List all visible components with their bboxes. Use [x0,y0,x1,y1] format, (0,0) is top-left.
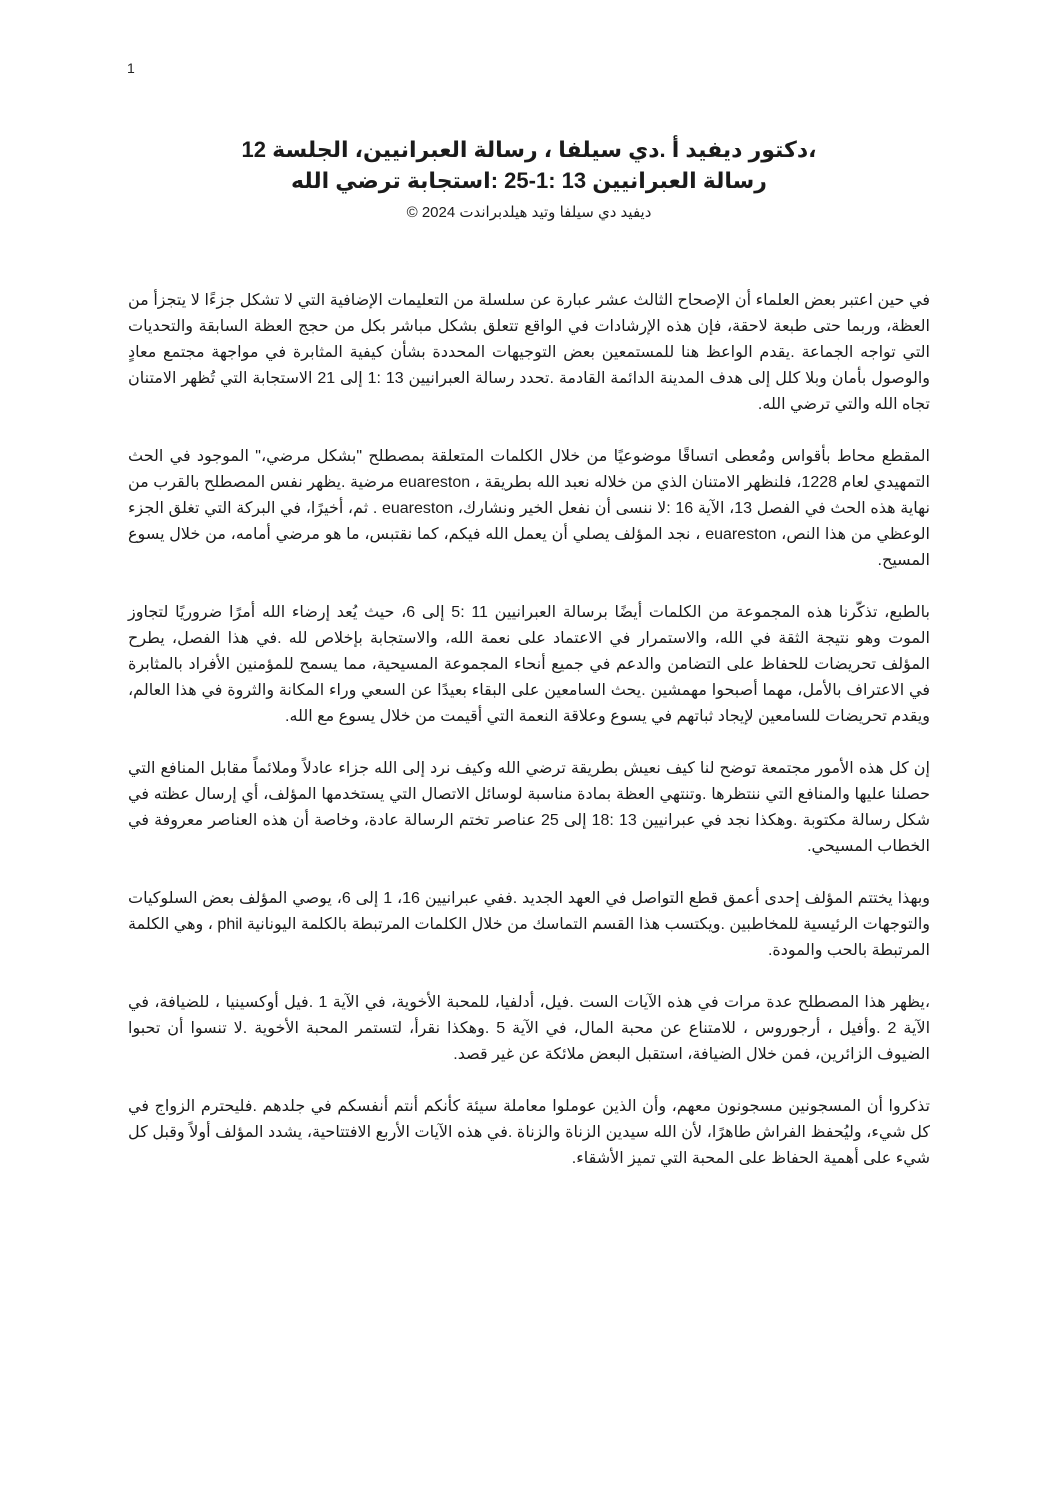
page-number: 1 [127,60,135,76]
paragraph-2: المقطع محاط بأقواس ومُعطى اتساقًا موضوعيًا من خلال الكلمات المتعلقة بمصطلح "بشكل مرضي،" الموجود في الحث التمهيدي لعام 1228، فلنظهر الامتنان الذي من خلاله نعبد الله بطريقة ، euareston مرضية .يظهر نفس المصطلح بالقرب من نهاية هذه الحث في الفصل 13، الآية 16 :لا ننسى أن نفعل الخير ونشارك، euareston . ثم، أخيرًا، في البركة التي تغلق الجزء الوعظي من هذا النص، euareston ، نجد المؤلف يصلي أن يعمل الله فيكم، كما نقتبس، ما هو مرضي أمامه، من خلال يسوع المسيح. [128,448,931,569]
title-block [0,134,1058,224]
paragraph-6: ،يظهر هذا المصطلح عدة مرات في هذه الآيات الست .فيل، أدلفيا، للمحبة الأخوية، في الآية 1 .فيل أوكسينيا ، للضيافة، في الآية 2 .وأفيل ، أرجوروس ، للامتناع عن محبة المال، في الآية 5 .وهكذا نقرأ، لتستمر المحبة الأخوية .لا تنسوا أن تحبوا الضيوف الزائرين، فمن خلال الضيافة، استقبل البعض ملائكة عن غير قصد. [128,994,931,1063]
document-body [128,288,930,1172]
paragraph-4: إن كل هذه الأمور مجتمعة توضح لنا كيف نعيش بطريقة ترضي الله وكيف نرد إلى الله جزاء عادلاً وملائماً مقابل المنافع التي حصلنا عليها والمنافع التي ننتظرها .وتنتهي العظة بمادة مناسبة لوسائل الاتصال التي يستخدمها المؤلف، أي إرسال عظته في شكل رسالة مكتوبة .وهكذا نجد في عبرانيين 13 :18 إلى 25 عناصر تختم الرسالة عادة، وخاصة أن هذه العناصر معروفة في الخطاب المسيحي. [128,760,931,855]
paragraph-5: وبهذا يختتم المؤلف إحدى أعمق قطع التواصل في العهد الجديد .ففي عبرانيين 16، 1 إلى 6، يوصي المؤلف بعض السلوكيات والتوجهات الرئيسية للمخاطبين .ويكتسب هذا القسم التماسك من خلال الكلمات المرتبطة بالكلمة اليونانية phil ، وهي الكلمة المرتبطة بالحب والمودة. [128,890,931,959]
paragraph-1: في حين اعتبر بعض العلماء أن الإصحاح الثالث عشر عبارة عن سلسلة من التعليمات الإضافية التي لا تشكل جزءًا لا يتجزأ من العظة، وربما حتى طبعة لاحقة، فإن هذه الإرشادات في الواقع تتعلق بشكل مباشر بكل من حجج العظة السابقة والتحديات التي تواجه الجماعة .يقدم الواعظ هنا للمستمعين بعض التوجيهات المحددة بشأن كيفية المثابرة في مواجهة مجتمع معادٍ والوصول بأمان وبلا كلل إلى هدف المدينة الدائمة القادمة .تحدد رسالة العبرانيين 13 :1 إلى 21 الاستجابة التي تُظهر الامتنان تجاه الله والتي ترضي الله. [128,292,931,413]
document-title-line-2: رسالة العبرانيين 13 :1-25 :استجابة ترضي الله [291,168,767,193]
paragraph-7: تذكروا أن المسجونين مسجونون معهم، وأن الذين عوملوا معاملة سيئة كأنكم أنتم أنفسكم في جلدهم .فليحترم الزواج في كل شيء، وليُحفظ الفراش طاهرًا، لأن الله سيدين الزناة والزناة .في هذه الآيات الأربع الافتتاحية، يشدد المؤلف أولاً وقبل كل شيء على أهمية الحفاظ على المحبة التي تميز الأشقاء. [128,1098,930,1167]
copyright-line: ديفيد دي سيلفا وتيد هيلدبراندت 2024 © [406,204,652,221]
paragraph-3: بالطبع، تذكّرنا هذه المجموعة من الكلمات أيضًا برسالة العبرانيين 11 :5 إلى 6، حيث يُعد إرضاء الله أمرًا ضروريًا لتجاوز الموت وهو نتيجة الثقة في الله، والاستمرار في الاعتماد على نعمة الله، والاستجابة بإخلاص لله .في هذا الفصل، يطرح المؤلف تحريضات للحفاظ على التضامن والدعم في جميع أنحاء المجموعة المسيحية، مما يسمح للمؤمنين الأفراد بالمثابرة في الاعتراف بالأمل، مهما أصبحوا مهمشين .يحث السامعين على البقاء بعيدًا عن السعي وراء المكانة والثروة في هذا العالم، ويقدم تحريضات للسامعين لإيجاد ثباتهم في يسوع وعلاقة النعمة التي أقيمت من خلال يسوع مع الله. [128,604,931,725]
document-title-line-1: ،دكتور ديفيد أ .دي سيلفا ، رسالة العبرانيين، الجلسة 12 [241,137,817,162]
